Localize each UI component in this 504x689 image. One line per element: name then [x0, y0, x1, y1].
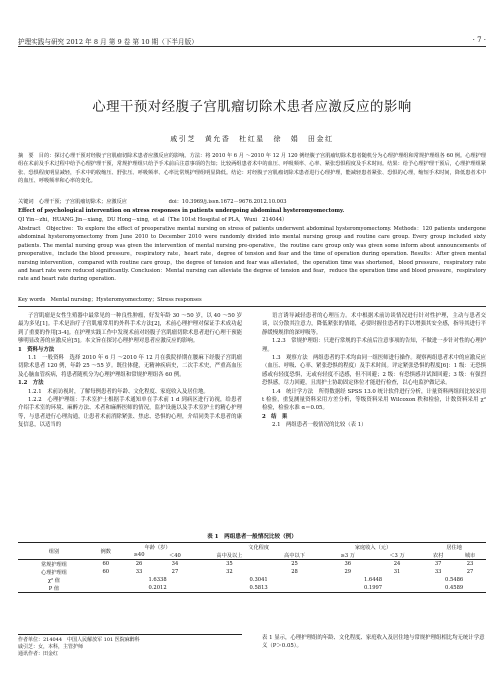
- subcol: 高中以下: [284, 552, 305, 559]
- body-left-column: [18, 312, 242, 430]
- title-en: Effect of psychological intervention on stress responses in patients undergoing abdominal hysteromyomectomy.: [18, 208, 345, 214]
- cell: 37: [422, 560, 454, 569]
- footnote-corresponding: 通讯作者：田金红: [18, 651, 59, 657]
- cell: 1.6448: [363, 577, 383, 583]
- cell: 心理护理组: [40, 569, 67, 576]
- heading-methods: 1.2 方法: [18, 380, 44, 387]
- cell: 60: [90, 560, 122, 569]
- cell: P 值: [18, 584, 90, 593]
- cell: 0.5813: [193, 584, 323, 593]
- cell: 1.6338: [148, 577, 167, 583]
- subcol: 城市: [464, 552, 476, 559]
- comparison-table: [18, 542, 486, 593]
- table-row: [18, 560, 486, 569]
- paragraph-method-2: 1.2.2 心理护理组：手术室护士根据手术通知单在手术前 1 d 到病区进行访视，给患者介绍手术室的环境、麻醉方法、术者和麻醉医师的情况，监护设施以及手术室护士的精心护理等，与患者进行心理沟通，让患者术前消除紧张、焦虑、恐惧的心理，介绍同类手术患者的康复信息，以适当的: [18, 397, 242, 429]
- table-row: [18, 568, 486, 576]
- running-header: [18, 36, 486, 46]
- col-income: 家庭收入（元）: [324, 543, 422, 552]
- cell: 31: [393, 569, 401, 575]
- table-row: [18, 584, 486, 593]
- cell: 24: [372, 560, 423, 569]
- footnote-author: 戚引芝：女，本科，主管护师: [18, 644, 84, 650]
- cell: χ² 值: [47, 577, 60, 584]
- col-residence: 居住地: [422, 543, 486, 552]
- subcol: ＜3 万: [389, 552, 405, 559]
- abstract-rule: [18, 306, 486, 307]
- cell: 33: [135, 569, 143, 575]
- table-row: [18, 576, 486, 584]
- cell: 36: [324, 560, 372, 569]
- paragraph-observation: 1.3 观察方法 两组患者的手术均由同一组医师进行操作。观察两组患者术中的应激反应（血压、呼吸、心率、紧张恐惧的程度）及手术时间。评定紧张恐惧的程度[6]：1 级：无恐惧感或有轻度恐惧，无或有轻度不适感，但不回避；2 级：有恐惧感并试图回避；3 级：有强烈恐惧感，尽力回避，且需护士协助固定体位才能进行检查，以心电监护做记录。: [262, 355, 486, 387]
- cell: 26: [122, 560, 157, 569]
- doi: doi：10.3969/j.issn.1672－9676.2012.10.003: [168, 199, 287, 205]
- paragraph-general-data: 1.1 一般资料 选择 2010 年 6 月 ～2010 年 12 月在我院择期在腰麻下经腹子宫肌瘤切除术患者 120 例，年龄 25 ～55 岁。既往体健，无精神疾病史，二次手术史，严重高血压及心脑血管疾病，将患者随机分为心理护理组和常规护理组各 60 例。: [18, 355, 242, 378]
- col-n: 例数: [90, 543, 122, 560]
- cell: 0.1997: [324, 584, 422, 593]
- cell: 27: [466, 569, 474, 575]
- subcol: ≥3 万: [340, 552, 356, 559]
- paragraph-statistics: 1.4 统计学方法 所得数据经 SPSS 13.0 统计软件进行分析，计量资料两组间比较采用 t 检验，重复测量资料采用方差分析，等级资料采用 Wilcoxon 秩和检验，计数资料采用 χ² 检验，检验水准 α＝0.05。: [262, 388, 486, 412]
- subcol: ＜40: [169, 552, 181, 559]
- cell: 33: [434, 569, 442, 575]
- cell: 60: [102, 569, 110, 575]
- abstract-en: Abstract Objective：To explore the effect of preoperative mental nursing on stress of patients underwent abdominal hysteromyomectomy. Methods：120 patients undergone abdominal hysteromyomectomy from June 2010 to December 2010 were randomly divided into mental nursing group and routine care group. Every group included sixty patients. The mental nursing group was given the intervention of mental nursing pre-operative，the routine care group only was given some inform about announcements of preoperative，include the blood pressure，respiratory rate，heart rate，degree of tension and fear and the time of operation during operation. Results：After given mental nursing intervention，compared with routine care group，the degree of tension and fear was alleviated，the operation time was shortened，blood pressure，respiratory rate and heart rate were reduced significantly. Conclusion：Mental nursing can alleviate the degree of tension and fear，reduce the operation time and blood pressure，respiratory rate and heart rate during operation.: [18, 226, 487, 283]
- body-right-column: [262, 312, 486, 430]
- page-number: · 7 ·: [472, 36, 486, 44]
- cell: 28: [291, 569, 298, 575]
- keywords-en: Key words Mental nursing；Hysteromyomectomy；Stress responses: [18, 297, 202, 303]
- subcol: 高中及以上: [216, 552, 243, 559]
- cell: 25: [265, 560, 324, 569]
- col-age: 年龄（岁）: [122, 543, 194, 552]
- subcol: 农村: [432, 552, 444, 559]
- authors-en: QI Yin－zhi，HUANG Jin－xiang，DU Hong－xing，et al（The 101st Hospital of PLA，Wuxi 214044）: [18, 217, 288, 223]
- paragraph-method-3: 1.2.3 常规护理组：只进行常规的手术前后注意事项的告知，不做进一步针对性的心理护理。: [262, 338, 486, 353]
- cell: 34: [156, 560, 193, 569]
- cell: 29: [344, 569, 352, 575]
- cell: 0.5486: [445, 577, 464, 583]
- cell: 27: [171, 569, 179, 575]
- cell: 23: [454, 560, 486, 569]
- footnote-affiliation: 作者单位：214044 中国人民解放军 101 医院麻醉科: [18, 637, 140, 643]
- paragraph-results-2-1: 2.1 两组患者一般情况的比较（表 1）: [272, 422, 367, 429]
- cell: 常规护理组: [18, 560, 90, 569]
- abstract-cn: 摘 要 目的：探讨心理干预对经腹子宫肌瘤切除术患者应激反应的影响。方法：将 2010 年 6 月 ～2010 年 12 月 120 例经腹子宫肌瘤切除术患者随机分为心理护理组和常规护理组各 60 例。心理护理组在术前及手术过程中给予心理护理干预，常规护理组只给予手术前后注意事项的告知；比较两组患者术中的血压、呼吸频率、心率、紧张恐惧程度及手术时间。结果：给予心理护理干预后，心理护理组紧张、恐惧程度明显减轻，手术中的收缩压、舒张压、呼吸频率、心率比常规护理组明显降低。结论：对经腹子宫肌瘤切除术患者进行心理护理，能减轻患者紧张、恐惧的心理，缩短手术时间，降低患者术中的血压、呼吸频率和心率的变化。: [18, 153, 486, 185]
- col-group: 组别: [18, 543, 90, 560]
- cell: 35: [193, 560, 265, 569]
- article-title: 心理干预对经腹子宫肌瘤切除术患者应激反应的影响: [92, 100, 412, 115]
- paragraph-method-1: 1.2.1 术前访视时，了解每例患者的年龄、文化程度、家庭收入及居住地。: [28, 388, 209, 395]
- table-caption: 表 1 两组患者一般情况比较（例）: [207, 534, 297, 540]
- paragraph-method-2-cont: 语言诱导减轻患者的心理压力。术中根据术前访谈情况进行针对性护理，主动与患者交谈，以分散其注意力，降低紧张的情绪，必要时握住患者的手以增强其安全感，指导其进行平静缓慢规律的深呼吸等。: [262, 313, 486, 336]
- footnote: [18, 634, 242, 658]
- section-heading-results: 2 结 果: [262, 413, 288, 420]
- article-authors: 戚引芝 黄允香 杜红星 徐 娟 田金红: [170, 135, 334, 143]
- header-rule: [18, 46, 486, 47]
- subcol: ≥40: [133, 552, 145, 558]
- keywords-cn-line: [18, 198, 486, 206]
- table-note-paragraph: 表 1 显示，心理护理组的年龄、文化程度、家庭收入及居住地与常规护理组相比均无统计学意义（P＞0.05）。: [262, 635, 485, 650]
- cell: 0.4589: [422, 584, 486, 593]
- cell: 0.2012: [122, 584, 194, 593]
- section-heading-methods: 1 资料与方法: [18, 346, 55, 353]
- cell: 0.3041: [249, 577, 268, 583]
- keywords-cn: 关键词 心理干预；子宫肌瘤切除术；应激反应: [18, 199, 127, 205]
- cell: 32: [226, 569, 233, 575]
- col-education: 文化程度: [193, 543, 323, 552]
- table-1: [18, 532, 486, 593]
- journal-info: 护理实践与研究 2012 年 8 月 第 9 卷 第 10 期（下半月版）: [18, 38, 198, 46]
- intro-paragraph: 子宫肌瘤是女性生殖器中最常见的一种良性肿瘤，好发年龄 30 ～50 岁，以 40 ～50 岁最为多见[1]。手术是治疗子宫肌瘤常用的外科手术方法[2]，术前心理护理对保证手术成功起到了重要的作用[3-4]。在护理实践工作中发现术前对经腹子宫肌瘤切除术患者进行心理干预能够明显改善的应激反应[5]。本文旨在探讨心理护理对患者应激反应的影响。: [18, 313, 242, 345]
